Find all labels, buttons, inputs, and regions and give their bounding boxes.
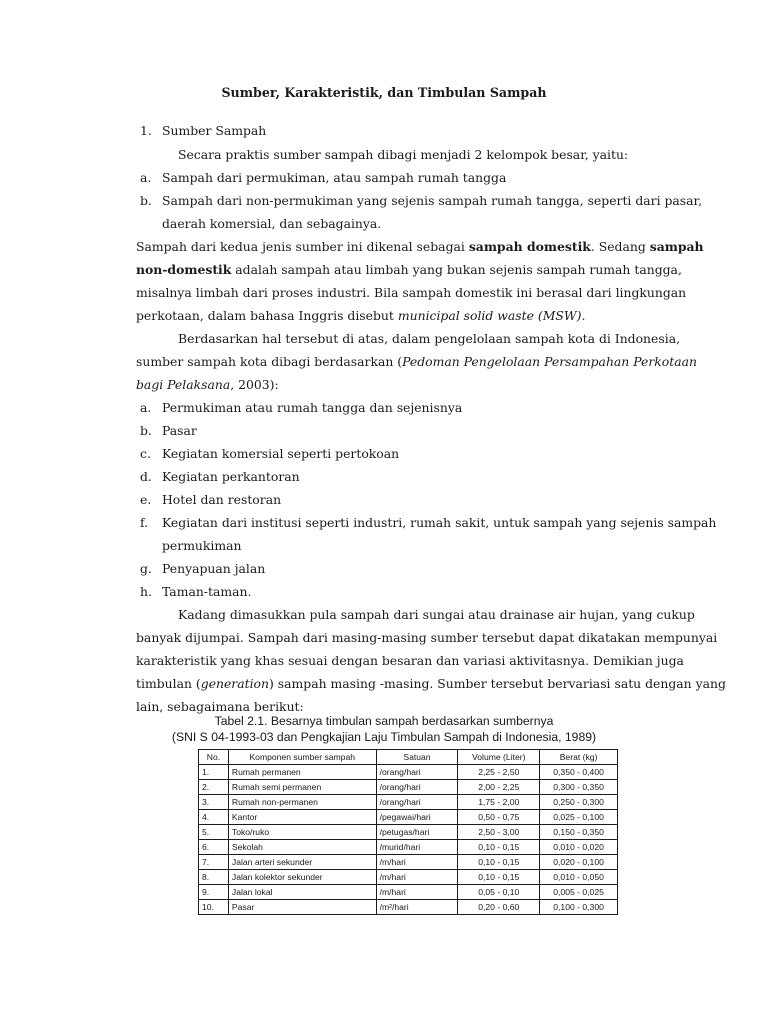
row-volume: 2,50 - 3,00 [458, 825, 540, 840]
row-component: Jalan lokal [228, 885, 376, 900]
row-weight: 0,010 - 0,020 [540, 840, 618, 855]
row-weight: 0,005 - 0,025 [540, 885, 618, 900]
list-marker: b. [140, 423, 152, 438]
row-weight: 0,150 - 0,350 [540, 825, 618, 840]
row-weight: 0,250 - 0,300 [540, 795, 618, 810]
row-volume: 1,75 - 2,00 [458, 795, 540, 810]
list-marker: g. [140, 561, 152, 576]
italic-term: bagi Pelaksana [136, 377, 231, 392]
table-row [199, 840, 618, 855]
row-volume: 2,25 - 2,50 [458, 765, 540, 780]
list-item: Sampah dari non-permukiman yang sejenis sampah rumah tangga, seperti dari pasar, [162, 193, 703, 208]
paragraph-line: lain, sebagaimana berikut: [136, 699, 304, 714]
row-number: 9. [199, 885, 229, 900]
row-unit: /orang/hari [376, 765, 458, 780]
paragraph-line: misalnya limbah dari proses industri. Bila sampah domestik ini berasal dari lingkungan [136, 285, 687, 300]
table-row [199, 765, 618, 780]
list-marker: b. [140, 193, 152, 208]
row-component: Pasar [228, 900, 376, 915]
row-component: Jalan arteri sekunder [228, 855, 376, 870]
paragraph-line: bagi Pelaksana, 2003): [136, 377, 279, 392]
row-number: 3. [199, 795, 229, 810]
row-component: Jalan kolektor sekunder [228, 870, 376, 885]
table-row [199, 810, 618, 825]
row-number: 6. [199, 840, 229, 855]
italic-term: Pedoman Pengelolaan Persampahan Perkotaan [402, 354, 697, 369]
list-marker: h. [140, 584, 152, 599]
list-marker: a. [140, 170, 152, 185]
table-row [199, 855, 618, 870]
list-item: Taman-taman. [162, 584, 252, 599]
list-marker: e. [140, 492, 152, 507]
table-body [199, 765, 618, 915]
row-weight: 0,010 - 0,050 [540, 870, 618, 885]
list-marker: c. [140, 446, 151, 461]
row-component: Kantor [228, 810, 376, 825]
timbulan-table [198, 749, 618, 915]
row-unit: /m/hari [376, 870, 458, 885]
table-row [199, 795, 618, 810]
row-number: 4. [199, 810, 229, 825]
row-number: 7. [199, 855, 229, 870]
row-component: Toko/ruko [228, 825, 376, 840]
row-unit: /m²/hari [376, 900, 458, 915]
row-number: 5. [199, 825, 229, 840]
paragraph-line: Sampah dari kedua jenis sumber ini dikenal sebagai sampah domestik. Sedang sampah [136, 239, 704, 254]
paragraph-line: non-domestik adalah sampah atau limbah yang bukan sejenis sampah rumah tangga, [136, 262, 682, 277]
row-component: Rumah semi permanen [228, 780, 376, 795]
row-unit: /pegawai/hari [376, 810, 458, 825]
section-intro: Secara praktis sumber sampah dibagi menjadi 2 kelompok besar, yaitu: [178, 147, 629, 162]
row-unit: /orang/hari [376, 795, 458, 810]
list-marker: f. [140, 515, 149, 530]
column-header: Komponen sumber sampah [228, 750, 376, 765]
row-volume: 0,05 - 0,10 [458, 885, 540, 900]
column-header: Satuan [376, 750, 458, 765]
row-weight: 0,300 - 0,350 [540, 780, 618, 795]
table-header-row [199, 750, 618, 765]
list-item: Kegiatan komersial seperti pertokoan [162, 446, 400, 461]
row-volume: 0,10 - 0,15 [458, 855, 540, 870]
section-heading: Sumber Sampah [162, 123, 267, 138]
row-volume: 0,10 - 0,15 [458, 870, 540, 885]
table-row [199, 900, 618, 915]
paragraph-line: timbulan (generation) sampah masing -masing. Sumber tersebut bervariasi satu dengan yang [136, 676, 726, 691]
italic-term: generation [200, 676, 269, 691]
page-title: Sumber, Karakteristik, dan Timbulan Sampah [221, 85, 547, 100]
list-item-continuation: permukiman [162, 538, 242, 553]
row-volume: 0,50 - 0,75 [458, 810, 540, 825]
table-source: (SNI S 04-1993-03 dan Pengkajian Laju Timbulan Sampah di Indonesia, 1989) [171, 730, 597, 744]
list-item: Permukiman atau rumah tangga dan sejenisnya [162, 400, 463, 415]
paragraph-line: banyak dijumpai. Sampah dari masing-masing sumber tersebut dapat dikatakan mempunyai [136, 630, 718, 645]
row-component: Sekolah [228, 840, 376, 855]
row-number: 10. [199, 900, 229, 915]
row-component: Rumah non-permanen [228, 795, 376, 810]
list-item: Pasar [162, 423, 197, 438]
row-number: 2. [199, 780, 229, 795]
row-number: 8. [199, 870, 229, 885]
row-unit: /orang/hari [376, 780, 458, 795]
section-number: 1. [140, 123, 152, 138]
row-volume: 0,10 - 0,15 [458, 840, 540, 855]
row-component: Rumah permanen [228, 765, 376, 780]
table-row [199, 870, 618, 885]
paragraph-line: perkotaan, dalam bahasa Inggris disebut municipal solid waste (MSW). [136, 308, 586, 323]
paragraph-line: Berdasarkan hal tersebut di atas, dalam pengelolaan sampah kota di Indonesia, [178, 331, 681, 346]
table-caption: Tabel 2.1. Besarnya timbulan sampah berdasarkan sumbernya [214, 714, 554, 728]
column-header: No. [199, 750, 229, 765]
bold-term: non-domestik [136, 262, 232, 277]
list-item: Kegiatan dari institusi seperti industri, rumah sakit, untuk sampah yang sejenis sampah [162, 515, 717, 530]
paragraph-line: sumber sampah kota dibagi berdasarkan (Pedoman Pengelolaan Persampahan Perkotaan [136, 354, 697, 369]
row-unit: /m/hari [376, 855, 458, 870]
list-marker: d. [140, 469, 152, 484]
italic-term: municipal solid waste (MSW) [397, 308, 582, 323]
list-item: Sampah dari permukiman, atau sampah rumah tangga [162, 170, 507, 185]
bold-term: sampah [649, 239, 704, 254]
column-header: Berat (kg) [540, 750, 618, 765]
row-volume: 0,20 - 0,60 [458, 900, 540, 915]
list-item: Kegiatan perkantoran [162, 469, 300, 484]
row-unit: /murid/hari [376, 840, 458, 855]
list-item: Hotel dan restoran [162, 492, 282, 507]
row-weight: 0,100 - 0,300 [540, 900, 618, 915]
row-weight: 0,025 - 0,100 [540, 810, 618, 825]
row-unit: /petugas/hari [376, 825, 458, 840]
paragraph-line: karakteristik yang khas sesuai dengan besaran dan variasi aktivitasnya. Demikian juga [136, 653, 684, 668]
column-header: Volume (Liter) [458, 750, 540, 765]
row-weight: 0,350 - 0,400 [540, 765, 618, 780]
row-weight: 0,020 - 0,100 [540, 855, 618, 870]
row-unit: /m/hari [376, 885, 458, 900]
row-volume: 2,00 - 2,25 [458, 780, 540, 795]
table-row [199, 885, 618, 900]
paragraph-line: Kadang dimasukkan pula sampah dari sungai atau drainase air hujan, yang cukup [178, 607, 695, 622]
list-marker: a. [140, 400, 152, 415]
table-row [199, 825, 618, 840]
list-item: Penyapuan jalan [162, 561, 266, 576]
bold-term: sampah domestik [468, 239, 591, 254]
row-number: 1. [199, 765, 229, 780]
table-row [199, 780, 618, 795]
list-item-continuation: daerah komersial, dan sebagainya. [162, 216, 382, 231]
